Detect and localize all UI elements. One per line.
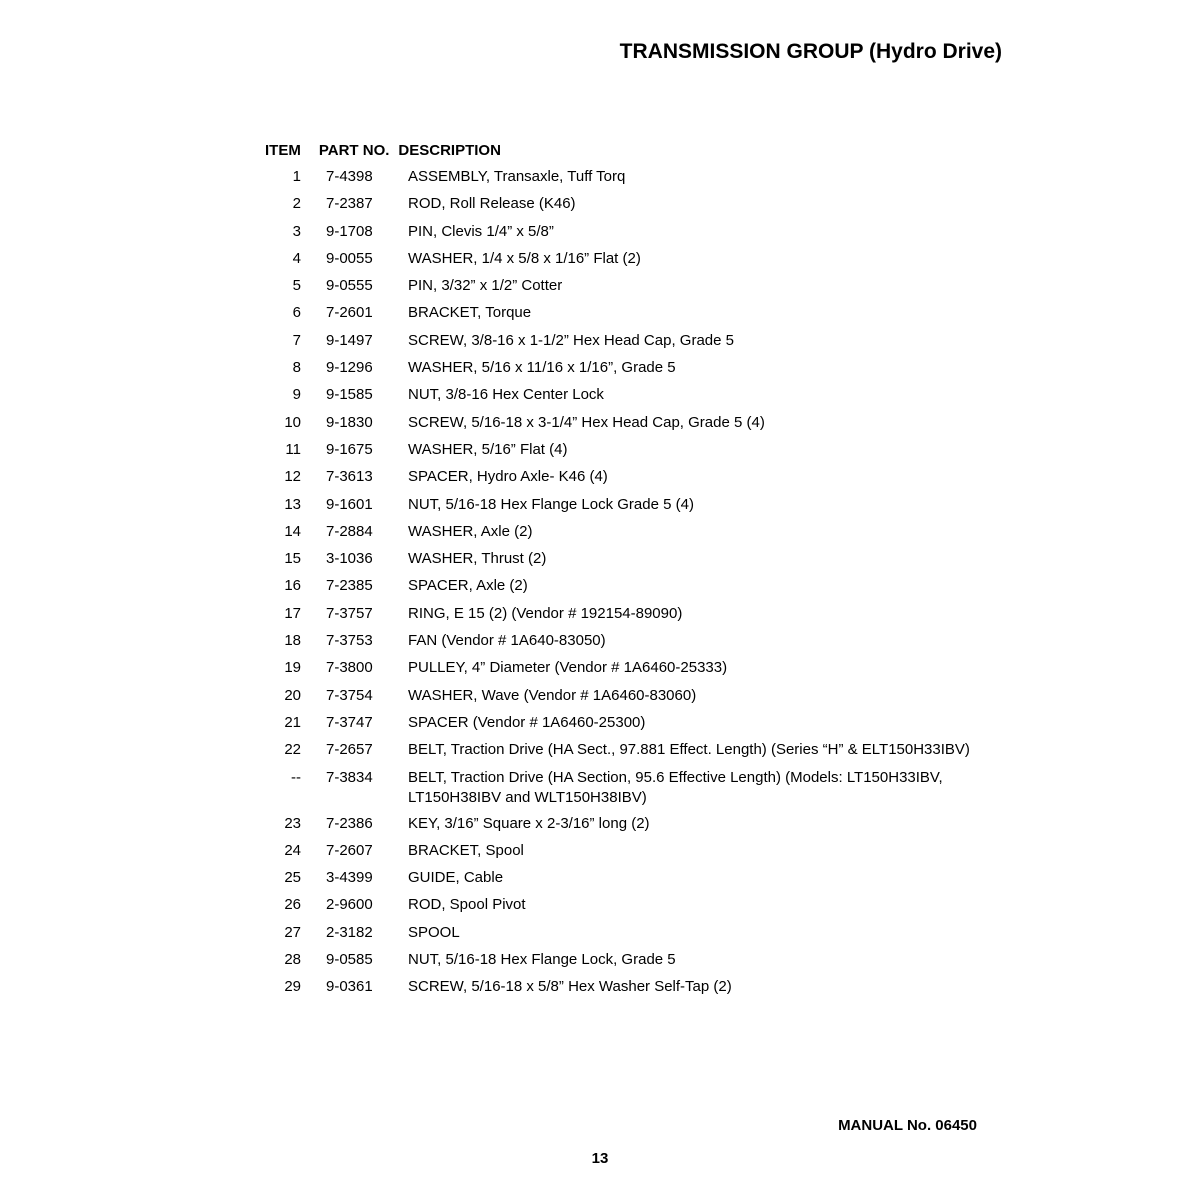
table-row [265, 167, 1025, 194]
table-row [265, 923, 1025, 950]
part-number: 7-3800 [326, 659, 373, 677]
table-row [265, 194, 1025, 221]
part-description [408, 658, 1025, 678]
item-number: 20 [284, 686, 301, 704]
table-row [265, 631, 1025, 658]
item-number: 2 [292, 195, 301, 213]
part-description [408, 194, 1025, 214]
header-description: DESCRIPTION [398, 142, 501, 159]
part-description [408, 814, 1025, 834]
part-description [408, 631, 1025, 651]
description-line: BELT, Traction Drive (HA Section, 95.6 Effective Length) (Models: LT150H33IBV, [408, 768, 943, 786]
part-description [408, 895, 1025, 915]
part-description [408, 522, 1025, 542]
table-row [265, 768, 1025, 814]
part-description [408, 440, 1025, 460]
part-number: 9-1830 [326, 413, 373, 431]
part-number: 9-0555 [326, 277, 373, 295]
description-line: RING, E 15 (2) (Vendor # 192154-89090) [408, 604, 683, 622]
description-line: BRACKET, Spool [408, 841, 524, 859]
part-description [408, 950, 1025, 970]
table-row [265, 276, 1025, 303]
part-number: 7-3613 [326, 468, 373, 486]
part-number: 2-9600 [326, 896, 373, 914]
item-number: 9 [292, 386, 301, 404]
part-number: 9-1708 [326, 222, 373, 240]
item-number: 26 [284, 896, 301, 914]
table-row [265, 249, 1025, 276]
part-description [408, 167, 1025, 187]
item-number: 1 [292, 168, 301, 185]
description-line: ROD, Spool Pivot [408, 896, 526, 914]
item-number: 29 [284, 978, 301, 996]
description-line: BELT, Traction Drive (HA Sect., 97.881 Effect. Length) (Series “H” & ELT150H33IBV) [408, 741, 970, 759]
item-number: 22 [284, 741, 301, 759]
part-description [408, 713, 1025, 733]
description-line: SCREW, 3/8-16 x 1-1/2” Hex Head Cap, Grade 5 [408, 331, 734, 349]
item-number: 15 [284, 550, 301, 568]
part-number: 2-3182 [326, 923, 373, 941]
table-row [265, 303, 1025, 330]
table-row [265, 549, 1025, 576]
part-description [408, 686, 1025, 706]
table-row [265, 895, 1025, 922]
part-number: 9-1601 [326, 495, 373, 513]
part-number: 7-2387 [326, 195, 373, 213]
item-number: 12 [284, 468, 301, 486]
part-number: 9-0361 [326, 978, 373, 996]
description-line: SPACER (Vendor # 1A6460-25300) [408, 713, 646, 731]
description-line: PIN, 3/32” x 1/2” Cotter [408, 277, 563, 295]
part-description [408, 249, 1025, 269]
item-number: 10 [284, 413, 301, 431]
part-number: 7-3747 [326, 713, 373, 731]
description-line: WASHER, 5/16” Flat (4) [408, 440, 568, 458]
part-description [408, 276, 1025, 296]
item-number: 16 [284, 577, 301, 595]
part-description [408, 868, 1025, 888]
table-row [265, 413, 1025, 440]
part-number: 9-0055 [326, 249, 373, 267]
part-description [408, 923, 1025, 943]
part-description [408, 222, 1025, 242]
item-number: 17 [284, 604, 301, 622]
table-row [265, 522, 1025, 549]
description-line: KEY, 3/16” Square x 2-3/16” long (2) [408, 814, 650, 832]
part-number: 9-1296 [326, 359, 373, 377]
item-number: 4 [292, 249, 301, 267]
table-body [265, 167, 1025, 1005]
description-line: SPOOL [408, 923, 460, 941]
part-description [408, 740, 1025, 760]
item-number: 19 [284, 659, 301, 677]
part-description [408, 467, 1025, 487]
part-number: 9-1675 [326, 440, 373, 458]
part-number: 7-3754 [326, 686, 373, 704]
description-line: SCREW, 5/16-18 x 3-1/4” Hex Head Cap, Grade 5 (4) [408, 413, 765, 431]
description-line: SPACER, Axle (2) [408, 577, 528, 595]
part-number: 3-4399 [326, 869, 373, 887]
table-row [265, 868, 1025, 895]
description-line: ASSEMBLY, Transaxle, Tuff Torq [408, 168, 626, 185]
item-number: 21 [284, 713, 301, 731]
part-description [408, 303, 1025, 323]
table-row [265, 495, 1025, 522]
part-number: 3-1036 [326, 550, 373, 568]
part-description [408, 549, 1025, 569]
table-header-row [265, 141, 1025, 167]
part-description [408, 385, 1025, 405]
table-row [265, 467, 1025, 494]
part-description [408, 413, 1025, 433]
part-number: 7-3753 [326, 632, 373, 650]
part-number: 9-1585 [326, 386, 373, 404]
description-line: NUT, 5/16-18 Hex Flange Lock, Grade 5 [408, 951, 676, 969]
item-number: 11 [285, 440, 301, 458]
part-number: 9-1497 [326, 331, 373, 349]
description-line: PIN, Clevis 1/4” x 5/8” [408, 222, 554, 240]
part-description [408, 768, 1025, 808]
description-line: ROD, Roll Release (K46) [408, 195, 576, 213]
item-number: 5 [292, 277, 301, 295]
part-number: 7-3834 [326, 768, 373, 786]
table-row [265, 576, 1025, 603]
description-line: SPACER, Hydro Axle- K46 (4) [408, 468, 608, 486]
part-number: 7-2884 [326, 522, 373, 540]
part-number: 7-2607 [326, 841, 373, 859]
description-line: LT150H38IBV and WLT150H38IBV) [408, 788, 647, 806]
item-number: 18 [284, 632, 301, 650]
header-item: ITEM [265, 142, 301, 159]
item-number: 24 [284, 841, 301, 859]
description-line: PULLEY, 4” Diameter (Vendor # 1A6460-25333) [408, 659, 728, 677]
table-row [265, 358, 1025, 385]
part-number: 7-2657 [326, 741, 373, 759]
description-line: WASHER, Thrust (2) [408, 550, 547, 568]
table-row [265, 604, 1025, 631]
description-line: WASHER, 5/16 x 11/16 x 1/16”, Grade 5 [408, 359, 676, 377]
table-row [265, 331, 1025, 358]
part-number: 7-2385 [326, 577, 373, 595]
item-number: 13 [284, 495, 301, 513]
header-part-no: PART NO. [318, 142, 390, 159]
part-description [408, 358, 1025, 378]
page-number: 13 [591, 1150, 609, 1167]
item-number: 28 [284, 951, 301, 969]
table-row [265, 658, 1025, 685]
item-number: 25 [284, 869, 301, 887]
parts-table [265, 141, 1025, 1005]
table-row [265, 740, 1025, 767]
item-number: 27 [284, 923, 301, 941]
item-number: 3 [292, 222, 301, 240]
description-line: NUT, 3/8-16 Hex Center Lock [408, 386, 604, 404]
table-row [265, 841, 1025, 868]
item-number: 7 [292, 331, 301, 349]
description-line: WASHER, 1/4 x 5/8 x 1/16” Flat (2) [408, 249, 641, 267]
part-description [408, 331, 1025, 351]
item-number: -- [291, 768, 301, 786]
item-number: 8 [292, 359, 301, 377]
part-number: 7-4398 [326, 168, 373, 185]
description-line: SCREW, 5/16-18 x 5/8” Hex Washer Self-Tap (2) [408, 978, 732, 996]
part-description [408, 495, 1025, 515]
table-row [265, 950, 1025, 977]
part-number: 7-3757 [326, 604, 373, 622]
description-line: NUT, 5/16-18 Hex Flange Lock Grade 5 (4) [408, 495, 694, 513]
description-line: BRACKET, Torque [408, 304, 532, 322]
description-line: FAN (Vendor # 1A640-83050) [408, 632, 606, 650]
table-row [265, 686, 1025, 713]
part-number: 7-2386 [326, 814, 373, 832]
item-number: 23 [284, 814, 301, 832]
part-number: 9-0585 [326, 951, 373, 969]
part-description [408, 604, 1025, 624]
part-number: 7-2601 [326, 304, 373, 322]
item-number: 6 [292, 304, 301, 322]
part-description [408, 841, 1025, 861]
description-line: GUIDE, Cable [408, 869, 504, 887]
part-description [408, 576, 1025, 596]
table-row [265, 440, 1025, 467]
table-row [265, 385, 1025, 412]
page-title: TRANSMISSION GROUP (Hydro Drive) [619, 40, 1002, 63]
table-row [265, 713, 1025, 740]
description-line: WASHER, Axle (2) [408, 522, 533, 540]
table-row [265, 977, 1025, 1004]
description-line: WASHER, Wave (Vendor # 1A6460-83060) [408, 686, 697, 704]
table-row [265, 814, 1025, 841]
part-description [408, 977, 1025, 997]
item-number: 14 [284, 522, 301, 540]
manual-number: MANUAL No. 06450 [838, 1117, 977, 1134]
table-row [265, 222, 1025, 249]
